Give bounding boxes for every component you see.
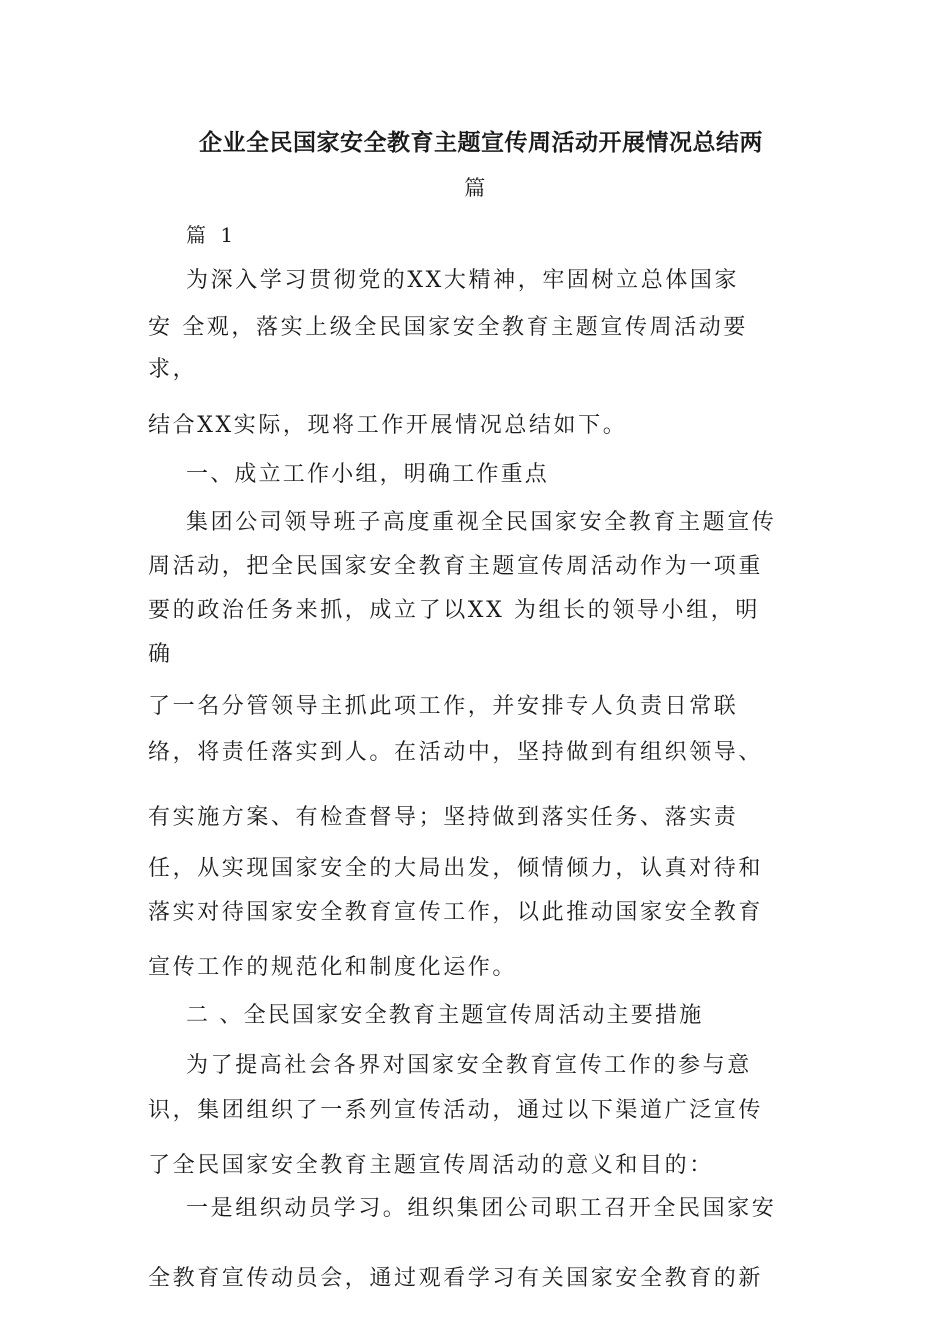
document-title-continuation: 篇 (464, 176, 486, 200)
paragraph-line: 求， (148, 357, 198, 382)
paragraph-line: 安 全观，落实上级全民国家安全教育主题宣传周活动要 (148, 315, 748, 340)
section-heading: 一、成立工作小组，明确工作重点 (186, 462, 550, 487)
paragraph-line: 了全民国家安全教育主题宣传周活动的意义和目的： (148, 1153, 714, 1178)
paragraph-line: 落实对待国家安全教育宣传工作，以此推动国家安全教育 (148, 900, 764, 925)
paragraph-line: 结合XX实际，现将工作开展情况总结如下。 (148, 413, 628, 438)
paragraph-line: 了一名分管领导主抓此项工作，并安排专人负责日常联 (148, 694, 739, 719)
paragraph-line: 识，集团组织了一系列宣传活动，通过以下渠道广泛宣传 (148, 1098, 764, 1123)
paragraph-line: 宣传工作的规范化和制度化运作。 (148, 955, 518, 980)
paragraph-line: 为了提高社会各界对国家安全教育宣传工作的参与意 (186, 1053, 752, 1078)
paragraph-line: 任，从实现国家安全的大局出发，倾情倾力，认真对待和 (148, 856, 764, 881)
paragraph-line: 确 (148, 642, 173, 667)
paragraph-line: 为深入学习贯彻党的XX大精神，牢固树立总体国家 (186, 268, 740, 293)
paragraph-line: 全教育宣传动员会，通过观看学习有关国家安全教育的新 (148, 1266, 764, 1291)
paragraph-line: 络，将责任落实到人。在活动中，坚持做到有组织领导、 (148, 740, 764, 765)
section-label: 篇 1 (186, 223, 238, 247)
paragraph-line: 周活动，把全民国家安全教育主题宣传周活动作为一项重 (148, 554, 764, 579)
paragraph-line: 有实施方案、有检查督导；坚持做到落实任务、落实责 (148, 805, 739, 830)
section-heading: 二 、全民国家安全教育主题宣传周活动主要措施 (186, 1003, 704, 1028)
paragraph-line: 集团公司领导班子高度重视全民国家安全教育主题宣传 (186, 510, 777, 535)
paragraph-line: 一是组织动员学习。组织集团公司职工召开全民国家安 (186, 1196, 777, 1221)
document-title: 企业全民国家安全教育主题宣传周活动开展情况总结两 (199, 130, 763, 156)
paragraph-line: 要的政治任务来抓，成立了以XX 为组长的领导小组，明 (148, 598, 760, 623)
